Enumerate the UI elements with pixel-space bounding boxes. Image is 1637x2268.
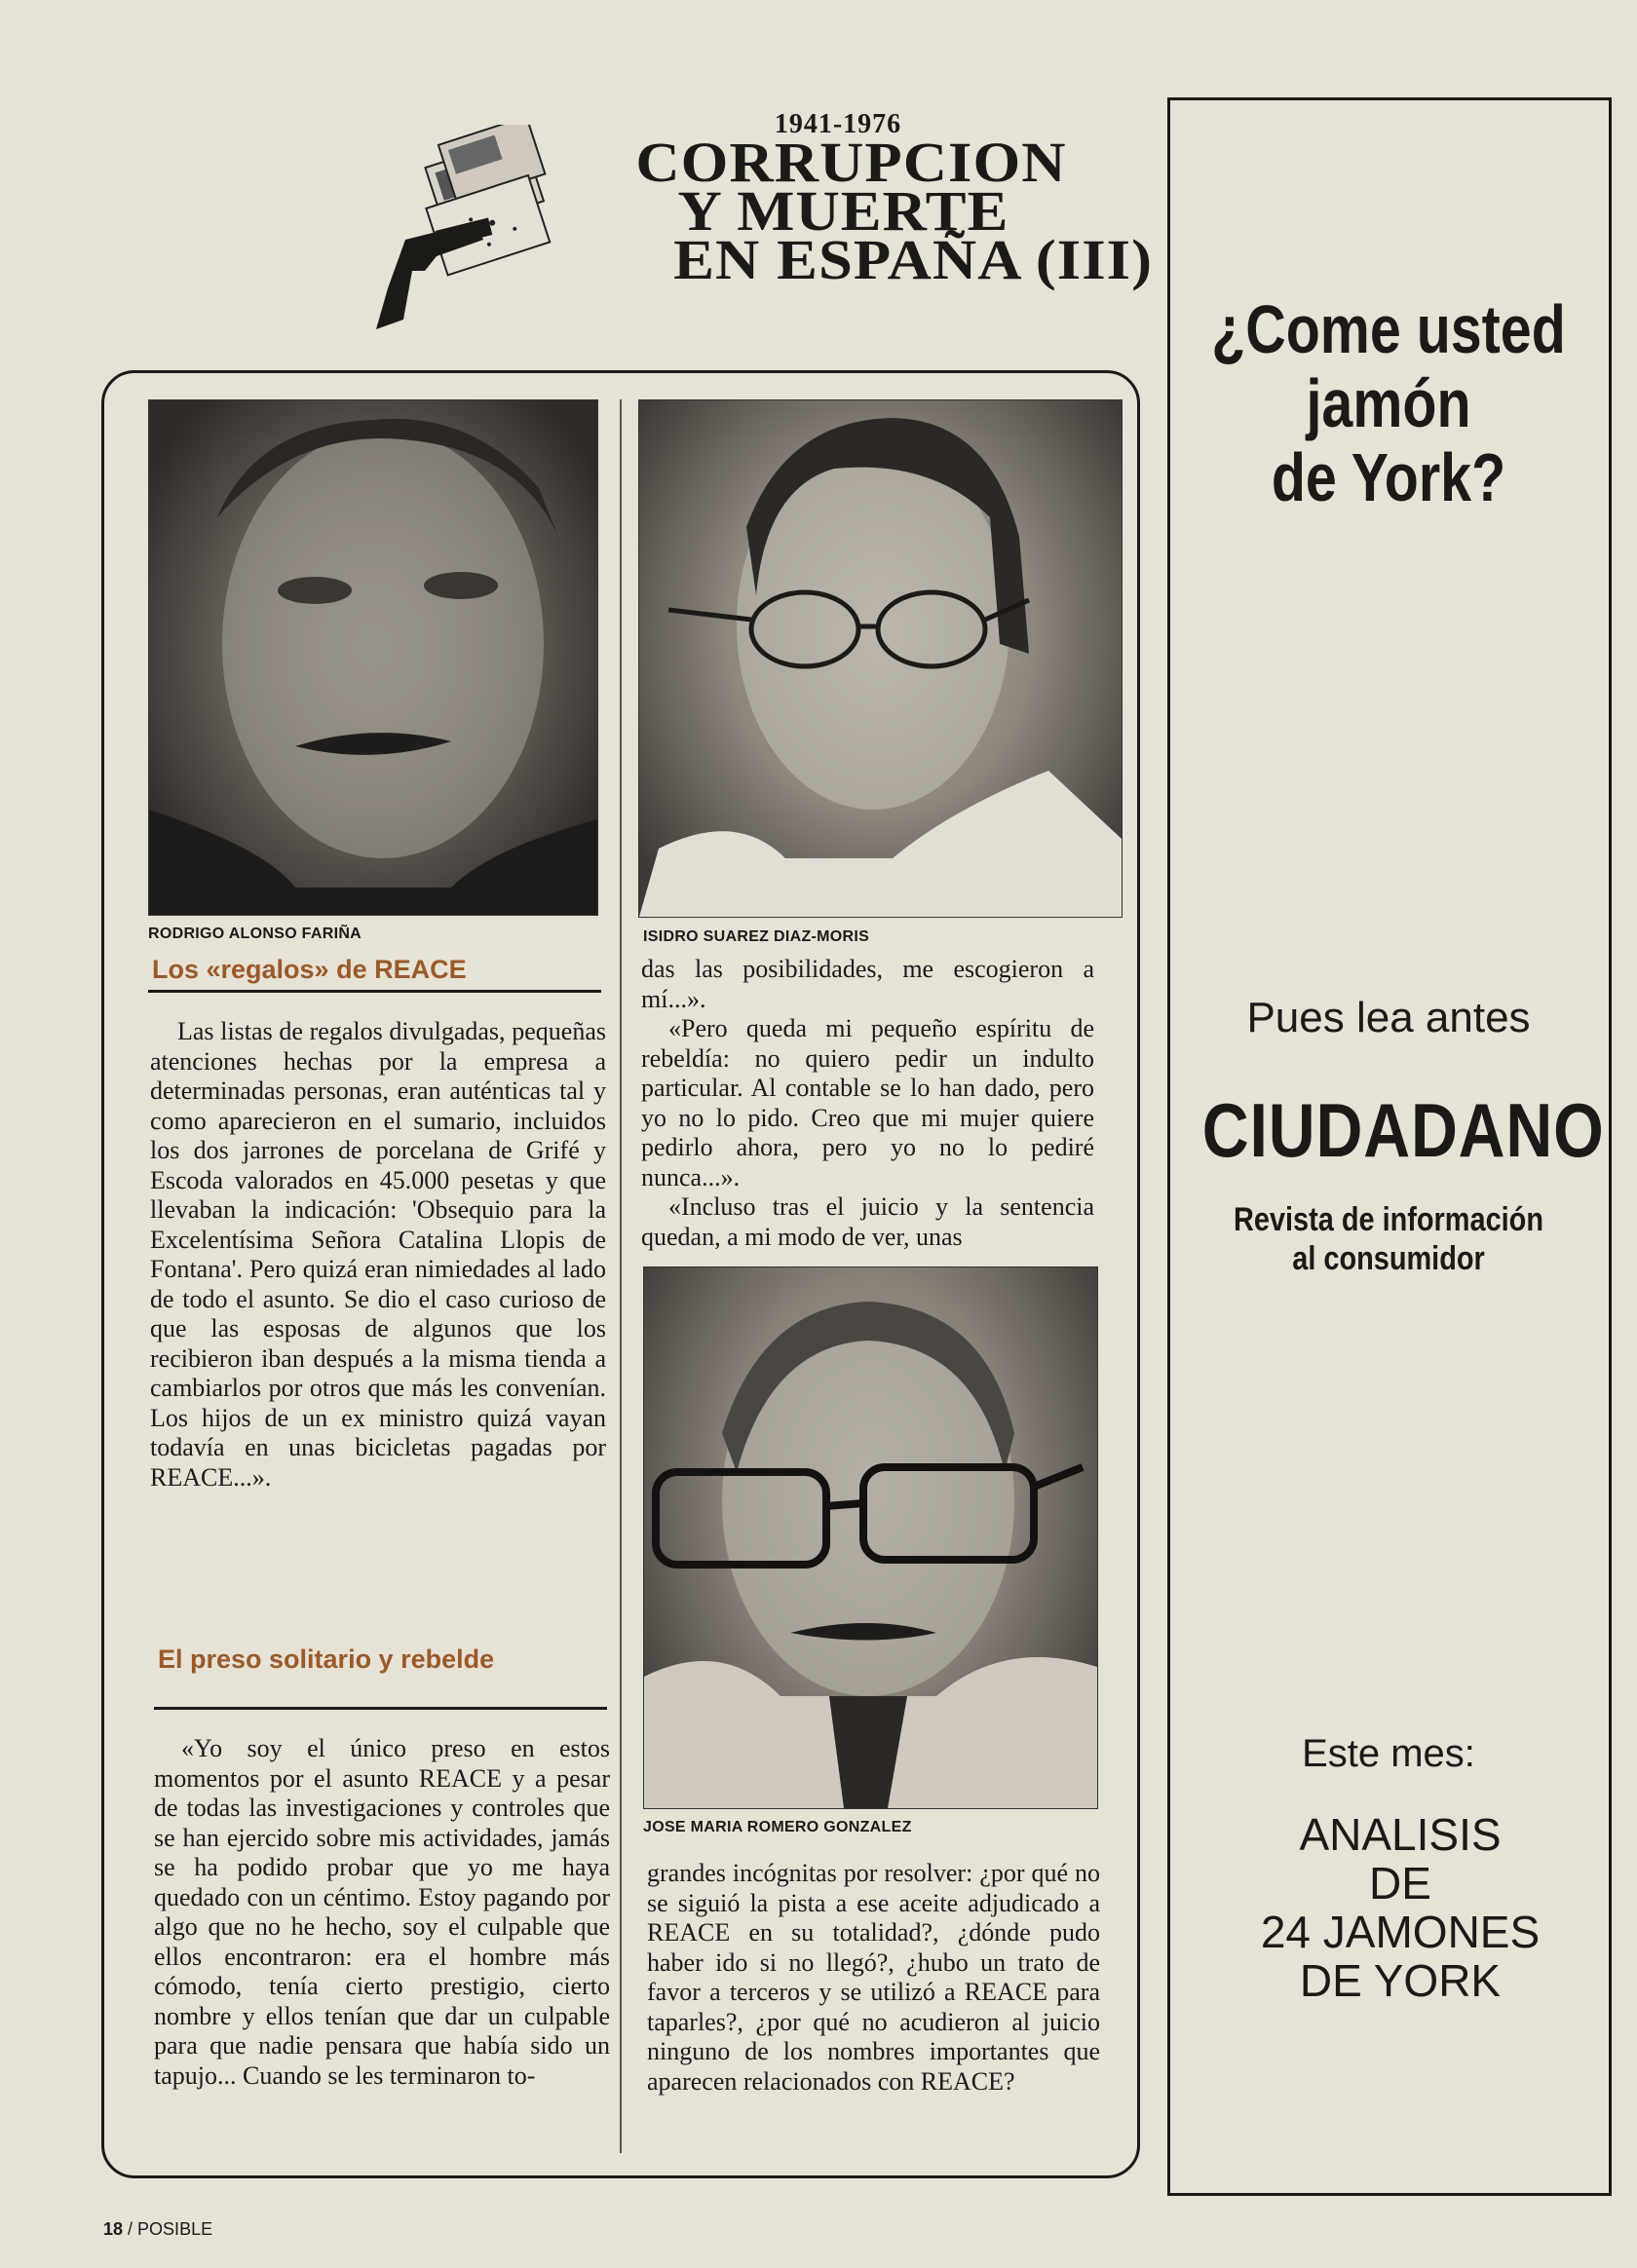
article-title [631, 131, 1221, 291]
ad-analisis [1181, 1810, 1619, 2005]
paragraph: «Incluso tras el juicio y la sentencia quedan, a mi modo de ver, unas [641, 1192, 1094, 1251]
header-years: 1941-1976 [774, 109, 902, 139]
ad-analisis-line: DE [1369, 1858, 1431, 1909]
gun-and-money-illustration [368, 125, 573, 334]
paragraph: das las posibilidades, me escogieron a mí...». [641, 955, 1094, 1013]
magazine-name: / POSIBLE [128, 2219, 213, 2239]
ad-question [1209, 292, 1569, 514]
article-column-2-bottom [647, 1859, 1100, 2097]
caption-alonso: RODRIGO ALONSO FARIÑA [148, 926, 362, 942]
photo-jose-maria-romero-gonzalez [643, 1266, 1098, 1809]
title-line-2: Y MUERTE [677, 179, 1009, 243]
ad-question-line: ¿Come usted [1211, 291, 1566, 367]
article-paragraph-regalos [150, 1017, 606, 1493]
page-number: 18 [103, 2219, 124, 2239]
ad-analisis-line: DE YORK [1299, 1955, 1502, 2006]
subhead-rule [148, 990, 601, 993]
photo-isidro-suarez-diaz-moris [638, 399, 1123, 918]
paragraph: «Yo soy el único preso en estos momentos por el asunto REACE y a pesar de todas las investigaciones y controles que se han ejercido sobre mis actividades, jamás se ha podido probar que yo me haya quedado con un céntimo. Estoy pagando por algo que no he hecho, soy el culpable que ellos encontraron: era el hombre más cómodo, tenía cierto prestigio, cierto nombre y ellos tenían que dar un culpable para que nadie pensara que había sido un tapujo... Cuando se les terminaron to- [154, 1734, 610, 2090]
paragraph: «Pero queda mi pequeño espíritu de rebeldía: no quiero pedir un indulto particular. Al contable se lo han dado, pero yo no lo pido. Creo que mi mujer quiere pedirlo ahora, pero yo no lo pediré nunca...». [641, 1014, 1094, 1191]
title-line-1: CORRUPCION [635, 131, 1067, 194]
paragraph: Las listas de regalos divulgadas, pequeñas atenciones hechas por la empresa a determinadas personas, eran auténticas tal y como aparecieron en el sumario, incluidos los dos jarrones de porcelana de Grifé y Escoda valorados en 45.000 pesetas y que llevaban la indicación: 'Obsequio para la Excelentísima Señora Catalina Llopis de Fontana'. Pero quizá eran nimiedades al lado de todo el asunto. Se dio el caso curioso de que las esposas de algunos que los recibieron iban después a la misma tienda a cambiarlos por otros que más les convenían. Los hijos de un ex ministro quizá vayan todavía en unas bicicletas pagadas por REACE...». [150, 1017, 606, 1492]
caption-romero: JOSE MARIA ROMERO GONZALEZ [643, 1819, 912, 1835]
subhead-preso: El preso solitario y rebelde [158, 1644, 495, 1674]
subhead-regalos: Los «regalos» de REACE [152, 955, 467, 984]
ad-tagline [1202, 1200, 1576, 1278]
paragraph: grandes incógnitas por resolver: ¿por qué no se siguió la pista a ese aceite adjudicado a REACE en su totalidad?, ¿dónde pudo haber ido si no llegó?, ¿hubo un trato de favor a terceros y se utilizó a REACE para taparles?, ¿por qué no acudieron al juicio ninguno de los nombres importantes que aparecen relacionados con REACE? [647, 1859, 1100, 2096]
ad-brand: CIUDADANO [1201, 1087, 1605, 1173]
ad-tagline-line: al consumidor [1292, 1240, 1485, 1277]
ad-tagline-line: Revista de información [1233, 1201, 1543, 1238]
ad-lea: Pues lea antes [1246, 994, 1531, 1041]
subhead-rule [154, 1707, 607, 1710]
ad-analisis-line: 24 JAMONES [1260, 1907, 1541, 1957]
ad-question-line: jamón [1306, 365, 1471, 441]
column-divider [620, 399, 622, 2153]
page-footer [103, 2219, 212, 2240]
article-column-2-top [641, 955, 1094, 1252]
photo-rodrigo-alonso-farina [148, 399, 598, 916]
title-line-3: EN ESPAÑA (III) [673, 228, 1154, 291]
ad-analisis-line: ANALISIS [1299, 1809, 1502, 1860]
caption-suarez: ISIDRO SUAREZ DIAZ-MORIS [643, 928, 870, 945]
ad-este-mes: Este mes: [1302, 1732, 1475, 1775]
ad-question-line: de York? [1271, 439, 1506, 515]
article-paragraph-preso [154, 1734, 610, 2091]
